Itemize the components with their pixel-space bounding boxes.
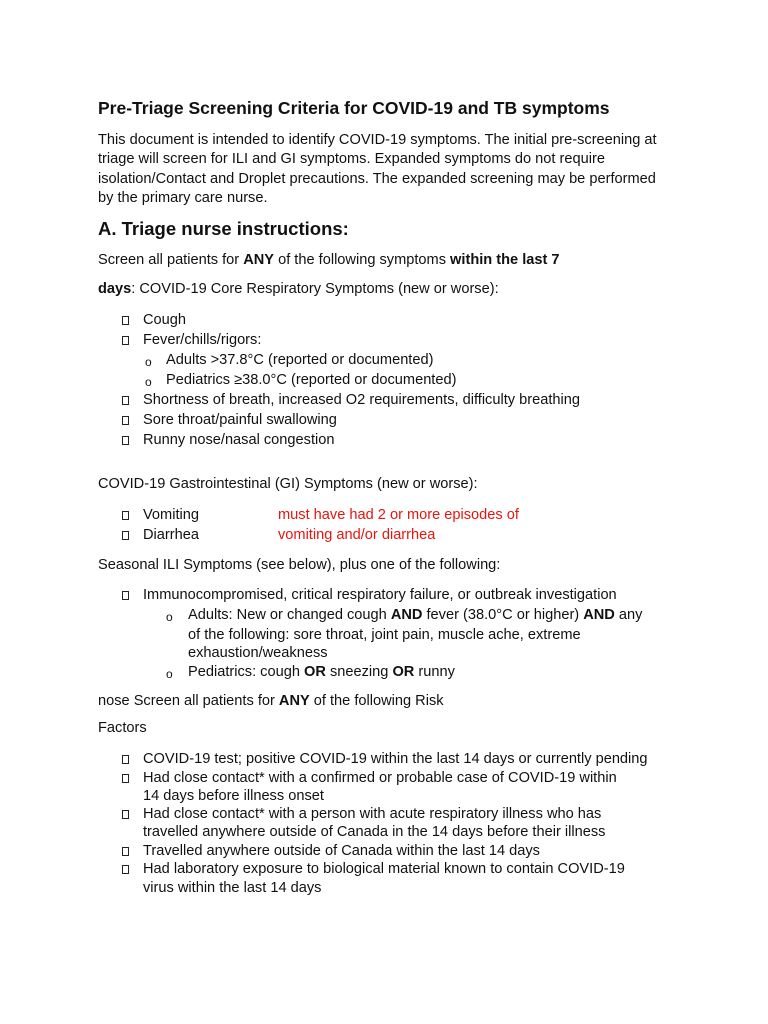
section-a-heading: A. Triage nurse instructions: xyxy=(98,218,349,239)
seasonal-adults-line-1 xyxy=(188,607,642,623)
risk-close-contact-case-l1: Had close contact* with a confirmed or probable case of COVID-19 within xyxy=(143,770,617,786)
sub-bullet-icon: o xyxy=(166,667,173,681)
risk-lab-exposure-l1: Had laboratory exposure to biological material known to contain COVID-19 xyxy=(143,861,625,877)
sub-bullet-icon: o xyxy=(166,610,173,624)
checkbox-lab-exposure[interactable] xyxy=(122,865,129,874)
checkbox-cough[interactable] xyxy=(122,316,129,325)
symptom-vomiting: Vomiting xyxy=(143,507,199,523)
days-line xyxy=(98,281,499,297)
checkbox-sore-throat[interactable] xyxy=(122,416,129,425)
screen-instruction-line xyxy=(98,252,560,268)
peds-text-mid: sneezing xyxy=(325,664,393,680)
risk-travel: Travelled anywhere outside of Canada within the last 14 days xyxy=(143,843,540,859)
symptom-sob: Shortness of breath, increased O2 requirements, difficulty breathing xyxy=(143,392,580,408)
checkbox-runny-nose[interactable] xyxy=(122,436,129,445)
fever-adults: Adults >37.8°C (reported or documented) xyxy=(166,352,434,368)
intro-line-3: isolation/Contact and Droplet precautions. The expanded screening may be performed xyxy=(98,171,656,187)
adults-text-mid: fever (38.0°C or higher) xyxy=(422,607,584,623)
screen-text: Screen all patients for xyxy=(98,252,244,268)
checkbox-sob[interactable] xyxy=(122,396,129,405)
adults-text-post: any xyxy=(614,607,643,623)
symptom-fever: Fever/chills/rigors: xyxy=(143,332,262,348)
any-emphasis: ANY xyxy=(243,252,275,268)
core-symptoms-heading: : COVID-19 Core Respiratory Symptoms (new or worse): xyxy=(131,281,499,297)
and-emphasis: AND xyxy=(390,607,423,623)
checkbox-close-contact-case[interactable] xyxy=(122,774,129,783)
risk-lab-exposure-l2: virus within the last 14 days xyxy=(143,880,322,896)
or-emphasis: OR xyxy=(304,664,326,680)
risk-text-post: of the following Risk xyxy=(309,693,444,709)
and-emphasis: AND xyxy=(583,607,615,623)
checkbox-close-contact-traveller[interactable] xyxy=(122,810,129,819)
symptom-runny-nose: Runny nose/nasal congestion xyxy=(143,432,335,448)
risk-close-contact-traveller-l1: Had close contact* with a person with acute respiratory illness who has xyxy=(143,806,602,822)
fever-pediatrics: Pediatrics ≥38.0°C (reported or documented) xyxy=(166,372,457,388)
peds-text-post: runny xyxy=(414,664,455,680)
within-emphasis: within the last 7 xyxy=(450,252,560,268)
checkbox-fever[interactable] xyxy=(122,336,129,345)
document-title: Pre-Triage Screening Criteria for COVID-19 and TB symptoms xyxy=(98,98,610,118)
seasonal-adults-line-3: exhaustion/weakness xyxy=(188,645,328,661)
or-emphasis: OR xyxy=(392,664,415,680)
gi-note-line-1: must have had 2 or more episodes of xyxy=(278,507,519,523)
gi-note-line-2: vomiting and/or diarrhea xyxy=(278,527,436,543)
checkbox-diarrhea[interactable] xyxy=(122,531,129,540)
adults-text: Adults: New or changed cough xyxy=(188,607,391,623)
screen-text-mid: of the following symptoms xyxy=(274,252,451,268)
days-emphasis: days xyxy=(98,281,132,297)
symptom-cough: Cough xyxy=(143,312,187,328)
seasonal-pediatrics xyxy=(188,664,455,680)
intro-line-1: This document is intended to identify COVID-19 symptoms. The initial pre-screening at xyxy=(98,132,657,148)
checkbox-immunocompromised[interactable] xyxy=(122,591,129,600)
peds-text: Pediatrics: cough xyxy=(188,664,305,680)
risk-close-contact-traveller-l2: travelled anywhere outside of Canada in the 14 days before their illness xyxy=(143,824,606,840)
sub-bullet-icon: o xyxy=(145,375,152,389)
checkbox-covid-test[interactable] xyxy=(122,755,129,764)
intro-line-2: triage will screen for ILI and GI symptoms. Expanded symptoms do not require xyxy=(98,151,605,167)
risk-text: nose Screen all patients for xyxy=(98,693,279,709)
symptom-sore-throat: Sore throat/painful swallowing xyxy=(143,412,337,428)
risk-close-contact-case-l2: 14 days before illness onset xyxy=(143,788,324,804)
any-emphasis: ANY xyxy=(278,693,310,709)
seasonal-ili-heading: Seasonal ILI Symptoms (see below), plus one of the following: xyxy=(98,557,501,573)
intro-line-4: by the primary care nurse. xyxy=(98,190,268,206)
risk-covid-test: COVID-19 test; positive COVID-19 within the last 14 days or currently pending xyxy=(143,751,648,767)
risk-instruction-line xyxy=(98,693,444,709)
checkbox-vomiting[interactable] xyxy=(122,511,129,520)
immunocompromised-item: Immunocompromised, critical respiratory failure, or outbreak investigation xyxy=(143,587,617,603)
symptom-diarrhea: Diarrhea xyxy=(143,527,199,543)
gi-heading: COVID-19 Gastrointestinal (GI) Symptoms (new or worse): xyxy=(98,476,478,492)
seasonal-adults-line-2: of the following: sore throat, joint pain, muscle ache, extreme xyxy=(188,627,581,643)
sub-bullet-icon: o xyxy=(145,355,152,369)
checkbox-travel[interactable] xyxy=(122,847,129,856)
factors-label: Factors xyxy=(98,720,147,736)
